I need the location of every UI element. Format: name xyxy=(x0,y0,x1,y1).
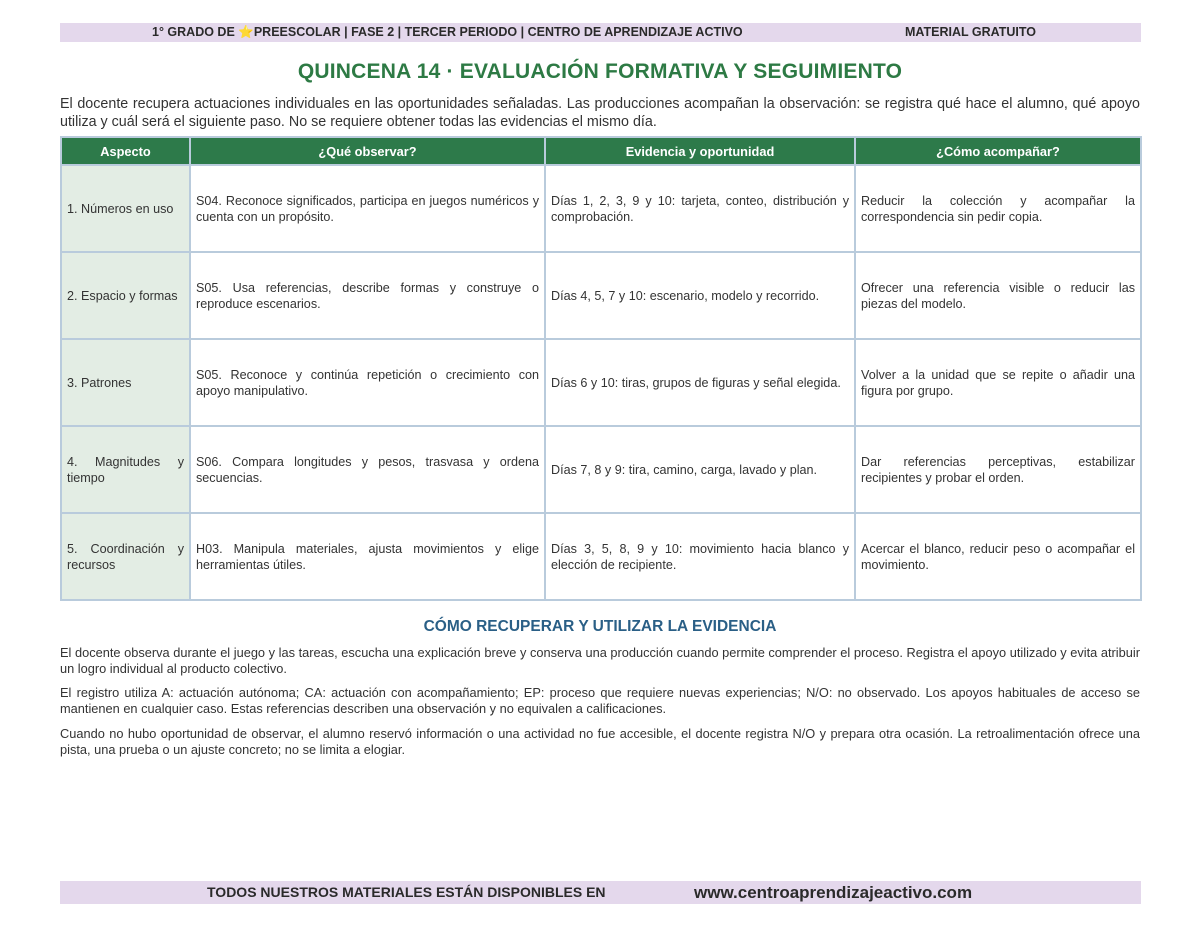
cell-support: Dar referencias perceptivas, estabilizar recipientes y probar el orden. xyxy=(855,426,1141,513)
cell-aspect: 3. Patrones xyxy=(61,339,190,426)
header-band xyxy=(60,23,1141,42)
cell-aspect: 1. Números en uso xyxy=(61,165,190,252)
table-row xyxy=(61,165,1141,252)
header-info xyxy=(152,23,743,42)
footer-text: TODOS NUESTROS MATERIALES ESTÁN DISPONIBLES EN xyxy=(207,884,606,900)
table-row xyxy=(61,339,1141,426)
section-paragraph: El docente observa durante el juego y las tareas, escucha una explicación breve y conserva una producción cuando permite comprender el proceso. Registra el apoyo utilizado y evita atribuir un logro individual al producto colectivo. xyxy=(60,645,1140,676)
evaluation-table xyxy=(60,136,1142,601)
cell-support: Reducir la colección y acompañar la correspondencia sin pedir copia. xyxy=(855,165,1141,252)
cell-evidence: Días 7, 8 y 9: tira, camino, carga, lavado y plan. xyxy=(545,426,855,513)
column-header-support: ¿Cómo acompañar? xyxy=(855,137,1141,165)
cell-observe: S04. Reconoce significados, participa en juegos numéricos y cuenta con un propósito. xyxy=(190,165,545,252)
cell-support: Volver a la unidad que se repite o añadir una figura por grupo. xyxy=(855,339,1141,426)
cell-aspect: 4. Magnitudes y tiempo xyxy=(61,426,190,513)
column-header-observe: ¿Qué observar? xyxy=(190,137,545,165)
cell-aspect: 5. Coordinación y recursos xyxy=(61,513,190,600)
page-title: QUINCENA 14 · EVALUACIÓN FORMATIVA Y SEGUIMIENTO xyxy=(297,60,903,83)
header-free-material: MATERIAL GRATUITO xyxy=(905,25,1037,39)
cell-observe: S05. Usa referencias, describe formas y construye o reproduce escenarios. xyxy=(190,252,545,339)
section-title: CÓMO RECUPERAR Y UTILIZAR LA EVIDENCIA xyxy=(423,618,777,635)
cell-evidence: Días 3, 5, 8, 9 y 10: movimiento hacia blanco y elección de recipiente. xyxy=(545,513,855,600)
header-grade: 1° GRADO DE xyxy=(152,25,239,39)
cell-support: Ofrecer una referencia visible o reducir las piezas del modelo. xyxy=(855,252,1141,339)
footer-band xyxy=(60,881,1141,904)
header-details: PREESCOLAR | FASE 2 | TERCER PERIODO | CENTRO DE APRENDIZAJE ACTIVO xyxy=(253,25,743,39)
table-row xyxy=(61,426,1141,513)
intro-paragraph: El docente recupera actuaciones individuales en las oportunidades señaladas. Las producciones acompañan la observación: se registra qué hace el alumno, qué apoyo utiliza y cuál será el siguiente paso. No se requiere obtener todas las evidencias el mismo día. xyxy=(60,96,1140,130)
column-header-aspect: Aspecto xyxy=(61,137,190,165)
column-header-evidence: Evidencia y oportunidad xyxy=(545,137,855,165)
footer-url: www.centroaprendizajeactivo.com xyxy=(694,883,973,902)
cell-evidence: Días 1, 2, 3, 9 y 10: tarjeta, conteo, distribución y comprobación. xyxy=(545,165,855,252)
cell-evidence: Días 4, 5, 7 y 10: escenario, modelo y recorrido. xyxy=(545,252,855,339)
section-paragraph: Cuando no hubo oportunidad de observar, el alumno reservó información o una actividad no fue accesible, el docente registra N/O y prepara otra ocasión. La retroalimentación ofrece una pista, una prueba o un ajuste concreto; no se limita a elogiar. xyxy=(60,726,1140,757)
cell-observe: S06. Compara longitudes y pesos, trasvasa y ordena secuencias. xyxy=(190,426,545,513)
cell-aspect: 2. Espacio y formas xyxy=(61,252,190,339)
section-paragraph: El registro utiliza A: actuación autónoma; CA: actuación con acompañamiento; EP: proceso que requiere nuevas experiencias; N/O: no observado. Los apoyos habituales de acceso se mantienen en cualquier caso. Estas referencias describen una observación y no equivalen a calificaciones. xyxy=(60,685,1140,716)
star-icon: ⭐ xyxy=(238,25,254,39)
table-header-row xyxy=(61,137,1141,165)
cell-evidence: Días 6 y 10: tiras, grupos de figuras y señal elegida. xyxy=(545,339,855,426)
table-row xyxy=(61,252,1141,339)
table-row xyxy=(61,513,1141,600)
cell-observe: S05. Reconoce y continúa repetición o crecimiento con apoyo manipulativo. xyxy=(190,339,545,426)
cell-observe: H03. Manipula materiales, ajusta movimientos y elige herramientas útiles. xyxy=(190,513,545,600)
cell-support: Acercar el blanco, reducir peso o acompañar el movimiento. xyxy=(855,513,1141,600)
